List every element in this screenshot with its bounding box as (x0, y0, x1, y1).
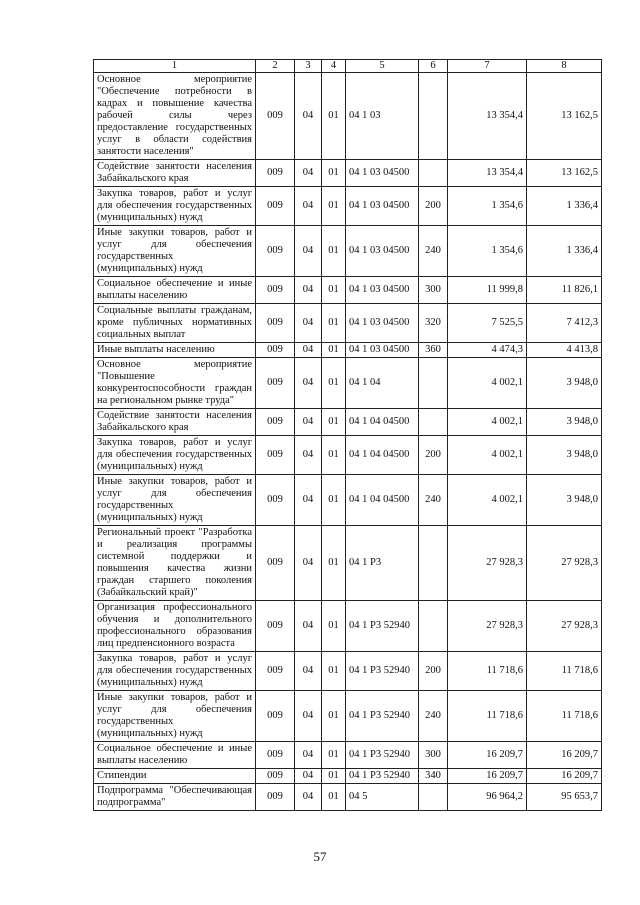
row-amount-col7-cell: 11 718,6 (448, 691, 527, 742)
row-section-cell: 04 (295, 601, 322, 652)
row-amount-col8-cell: 16 209,7 (527, 742, 602, 769)
row-expense-type-cell (419, 73, 448, 160)
row-target-article-cell: 04 1 04 (346, 358, 419, 409)
row-admin-code-cell: 009 (256, 160, 295, 187)
table-row (94, 436, 602, 475)
row-section-cell: 04 (295, 526, 322, 601)
table-row (94, 742, 602, 769)
row-name-cell: Иные выплаты населению (94, 343, 256, 358)
table-row (94, 304, 602, 343)
row-section-cell: 04 (295, 73, 322, 160)
row-target-article-cell: 04 1 03 04500 (346, 226, 419, 277)
row-name-cell: Стипендии (94, 769, 256, 784)
row-subsection-cell: 01 (322, 73, 346, 160)
row-expense-type-cell: 240 (419, 691, 448, 742)
row-amount-col8-cell: 11 826,1 (527, 277, 602, 304)
row-subsection-cell: 01 (322, 526, 346, 601)
row-name-cell: Основное мероприятие "Повышение конкурентоспособности граждан на региональном рынке труда" (94, 358, 256, 409)
row-amount-col7-cell: 96 964,2 (448, 784, 527, 811)
row-amount-col8-cell: 16 209,7 (527, 769, 602, 784)
row-target-article-cell: 04 1 P3 52940 (346, 601, 419, 652)
table-row (94, 652, 602, 691)
row-target-article-cell: 04 1 P3 52940 (346, 691, 419, 742)
table-row (94, 187, 602, 226)
row-section-cell: 04 (295, 277, 322, 304)
table-row (94, 409, 602, 436)
row-subsection-cell: 01 (322, 475, 346, 526)
row-subsection-cell: 01 (322, 277, 346, 304)
row-amount-col7-cell: 1 354,6 (448, 226, 527, 277)
row-target-article-cell: 04 1 04 04500 (346, 436, 419, 475)
row-subsection-cell: 01 (322, 769, 346, 784)
header-cell: 8 (527, 60, 602, 73)
table-row (94, 475, 602, 526)
row-subsection-cell: 01 (322, 187, 346, 226)
row-target-article-cell: 04 1 P3 52940 (346, 769, 419, 784)
table-row (94, 343, 602, 358)
row-name-cell: Основное мероприятие "Обеспечение потребности в кадрах и повышение качества рабочей силы через предоставление государственных услуг в области содействия занятости населения" (94, 73, 256, 160)
row-subsection-cell: 01 (322, 160, 346, 187)
row-amount-col7-cell: 4 002,1 (448, 358, 527, 409)
row-target-article-cell: 04 1 P3 52940 (346, 652, 419, 691)
row-amount-col8-cell: 11 718,6 (527, 652, 602, 691)
row-amount-col8-cell: 13 162,5 (527, 160, 602, 187)
row-amount-col7-cell: 7 525,5 (448, 304, 527, 343)
row-target-article-cell: 04 1 03 04500 (346, 304, 419, 343)
row-name-cell: Закупка товаров, работ и услуг для обеспечения государственных (муниципальных) нужд (94, 652, 256, 691)
row-subsection-cell: 01 (322, 409, 346, 436)
row-admin-code-cell: 009 (256, 343, 295, 358)
row-admin-code-cell: 009 (256, 475, 295, 526)
budget-table (93, 59, 602, 811)
row-amount-col8-cell: 11 718,6 (527, 691, 602, 742)
row-admin-code-cell: 009 (256, 187, 295, 226)
row-amount-col7-cell: 16 209,7 (448, 742, 527, 769)
table-row (94, 73, 602, 160)
row-section-cell: 04 (295, 343, 322, 358)
row-expense-type-cell (419, 409, 448, 436)
row-name-cell: Организация профессионального обучения и дополнительного профессионального образования лиц предпенсионного возраста (94, 601, 256, 652)
row-subsection-cell: 01 (322, 304, 346, 343)
row-target-article-cell: 04 1 03 04500 (346, 187, 419, 226)
row-amount-col8-cell: 27 928,3 (527, 526, 602, 601)
header-cell: 1 (94, 60, 256, 73)
row-expense-type-cell (419, 526, 448, 601)
row-amount-col8-cell: 3 948,0 (527, 475, 602, 526)
row-section-cell: 04 (295, 652, 322, 691)
row-target-article-cell: 04 1 P3 (346, 526, 419, 601)
row-section-cell: 04 (295, 769, 322, 784)
row-admin-code-cell: 009 (256, 769, 295, 784)
row-name-cell: Содействие занятости населения Забайкальского края (94, 160, 256, 187)
row-admin-code-cell: 009 (256, 409, 295, 436)
row-amount-col7-cell: 27 928,3 (448, 601, 527, 652)
row-target-article-cell: 04 1 03 04500 (346, 343, 419, 358)
row-name-cell: Иные закупки товаров, работ и услуг для обеспечения государственных (муниципальных) нужд (94, 475, 256, 526)
row-name-cell: Закупка товаров, работ и услуг для обеспечения государственных (муниципальных) нужд (94, 187, 256, 226)
row-admin-code-cell: 009 (256, 526, 295, 601)
row-amount-col8-cell: 7 412,3 (527, 304, 602, 343)
row-target-article-cell: 04 1 03 04500 (346, 160, 419, 187)
table-row (94, 601, 602, 652)
row-section-cell: 04 (295, 409, 322, 436)
row-subsection-cell: 01 (322, 691, 346, 742)
row-amount-col7-cell: 13 354,4 (448, 73, 527, 160)
row-expense-type-cell: 300 (419, 742, 448, 769)
table-row (94, 784, 602, 811)
row-name-cell: Содействие занятости населения Забайкальского края (94, 409, 256, 436)
row-amount-col8-cell: 27 928,3 (527, 601, 602, 652)
row-section-cell: 04 (295, 226, 322, 277)
row-expense-type-cell: 200 (419, 436, 448, 475)
row-section-cell: 04 (295, 784, 322, 811)
header-cell: 2 (256, 60, 295, 73)
row-amount-col7-cell: 27 928,3 (448, 526, 527, 601)
row-expense-type-cell (419, 160, 448, 187)
row-expense-type-cell (419, 358, 448, 409)
row-amount-col7-cell: 4 002,1 (448, 436, 527, 475)
row-amount-col7-cell: 1 354,6 (448, 187, 527, 226)
row-amount-col8-cell: 95 653,7 (527, 784, 602, 811)
row-admin-code-cell: 009 (256, 358, 295, 409)
row-subsection-cell: 01 (322, 742, 346, 769)
row-subsection-cell: 01 (322, 358, 346, 409)
row-section-cell: 04 (295, 187, 322, 226)
row-expense-type-cell: 240 (419, 226, 448, 277)
row-subsection-cell: 01 (322, 226, 346, 277)
table-row (94, 226, 602, 277)
row-expense-type-cell: 200 (419, 652, 448, 691)
row-target-article-cell: 04 1 04 04500 (346, 475, 419, 526)
row-admin-code-cell: 009 (256, 304, 295, 343)
row-amount-col8-cell: 3 948,0 (527, 436, 602, 475)
row-amount-col8-cell: 4 413,8 (527, 343, 602, 358)
row-subsection-cell: 01 (322, 652, 346, 691)
row-admin-code-cell: 009 (256, 73, 295, 160)
row-section-cell: 04 (295, 160, 322, 187)
row-section-cell: 04 (295, 436, 322, 475)
row-section-cell: 04 (295, 475, 322, 526)
page-number: 57 (313, 849, 327, 864)
header-cell: 3 (295, 60, 322, 73)
header-cell: 4 (322, 60, 346, 73)
row-expense-type-cell: 320 (419, 304, 448, 343)
row-name-cell: Иные закупки товаров, работ и услуг для обеспечения государственных (муниципальных) нужд (94, 226, 256, 277)
row-target-article-cell: 04 1 04 04500 (346, 409, 419, 436)
row-subsection-cell: 01 (322, 436, 346, 475)
row-admin-code-cell: 009 (256, 784, 295, 811)
header-cell: 5 (346, 60, 419, 73)
row-expense-type-cell (419, 601, 448, 652)
row-amount-col7-cell: 13 354,4 (448, 160, 527, 187)
row-amount-col7-cell: 4 002,1 (448, 475, 527, 526)
header-row (94, 60, 602, 73)
table-row (94, 769, 602, 784)
table-row (94, 277, 602, 304)
row-admin-code-cell: 009 (256, 652, 295, 691)
row-name-cell: Социальное обеспечение и иные выплаты населению (94, 742, 256, 769)
row-admin-code-cell: 009 (256, 601, 295, 652)
row-amount-col7-cell: 4 002,1 (448, 409, 527, 436)
row-target-article-cell: 04 1 03 04500 (346, 277, 419, 304)
row-name-cell: Иные закупки товаров, работ и услуг для обеспечения государственных (муниципальных) нужд (94, 691, 256, 742)
row-admin-code-cell: 009 (256, 742, 295, 769)
row-name-cell: Социальное обеспечение и иные выплаты населению (94, 277, 256, 304)
row-amount-col7-cell: 16 209,7 (448, 769, 527, 784)
row-target-article-cell: 04 5 (346, 784, 419, 811)
row-amount-col8-cell: 3 948,0 (527, 358, 602, 409)
table-row (94, 358, 602, 409)
row-amount-col7-cell: 4 474,3 (448, 343, 527, 358)
row-admin-code-cell: 009 (256, 226, 295, 277)
row-section-cell: 04 (295, 691, 322, 742)
row-name-cell: Подпрограмма "Обеспечивающая подпрограмма" (94, 784, 256, 811)
row-admin-code-cell: 009 (256, 436, 295, 475)
table-row (94, 526, 602, 601)
row-target-article-cell: 04 1 P3 52940 (346, 742, 419, 769)
row-admin-code-cell: 009 (256, 691, 295, 742)
row-admin-code-cell: 009 (256, 277, 295, 304)
row-amount-col8-cell: 1 336,4 (527, 187, 602, 226)
row-expense-type-cell: 200 (419, 187, 448, 226)
row-section-cell: 04 (295, 742, 322, 769)
row-target-article-cell: 04 1 03 (346, 73, 419, 160)
row-expense-type-cell: 240 (419, 475, 448, 526)
row-name-cell: Региональный проект "Разработка и реализация программы системной поддержки и повышения качества жизни граждан старшего поколения (Забайкальский край)" (94, 526, 256, 601)
row-amount-col7-cell: 11 999,8 (448, 277, 527, 304)
row-section-cell: 04 (295, 358, 322, 409)
row-subsection-cell: 01 (322, 784, 346, 811)
row-name-cell: Социальные выплаты гражданам, кроме публичных нормативных социальных выплат (94, 304, 256, 343)
row-amount-col8-cell: 3 948,0 (527, 409, 602, 436)
row-expense-type-cell: 300 (419, 277, 448, 304)
row-expense-type-cell (419, 784, 448, 811)
header-cell: 6 (419, 60, 448, 73)
row-amount-col7-cell: 11 718,6 (448, 652, 527, 691)
row-subsection-cell: 01 (322, 343, 346, 358)
row-expense-type-cell: 340 (419, 769, 448, 784)
row-expense-type-cell: 360 (419, 343, 448, 358)
table-row (94, 160, 602, 187)
row-amount-col8-cell: 13 162,5 (527, 73, 602, 160)
row-name-cell: Закупка товаров, работ и услуг для обеспечения государственных (муниципальных) нужд (94, 436, 256, 475)
table-row (94, 691, 602, 742)
row-section-cell: 04 (295, 304, 322, 343)
row-amount-col8-cell: 1 336,4 (527, 226, 602, 277)
header-cell: 7 (448, 60, 527, 73)
row-subsection-cell: 01 (322, 601, 346, 652)
